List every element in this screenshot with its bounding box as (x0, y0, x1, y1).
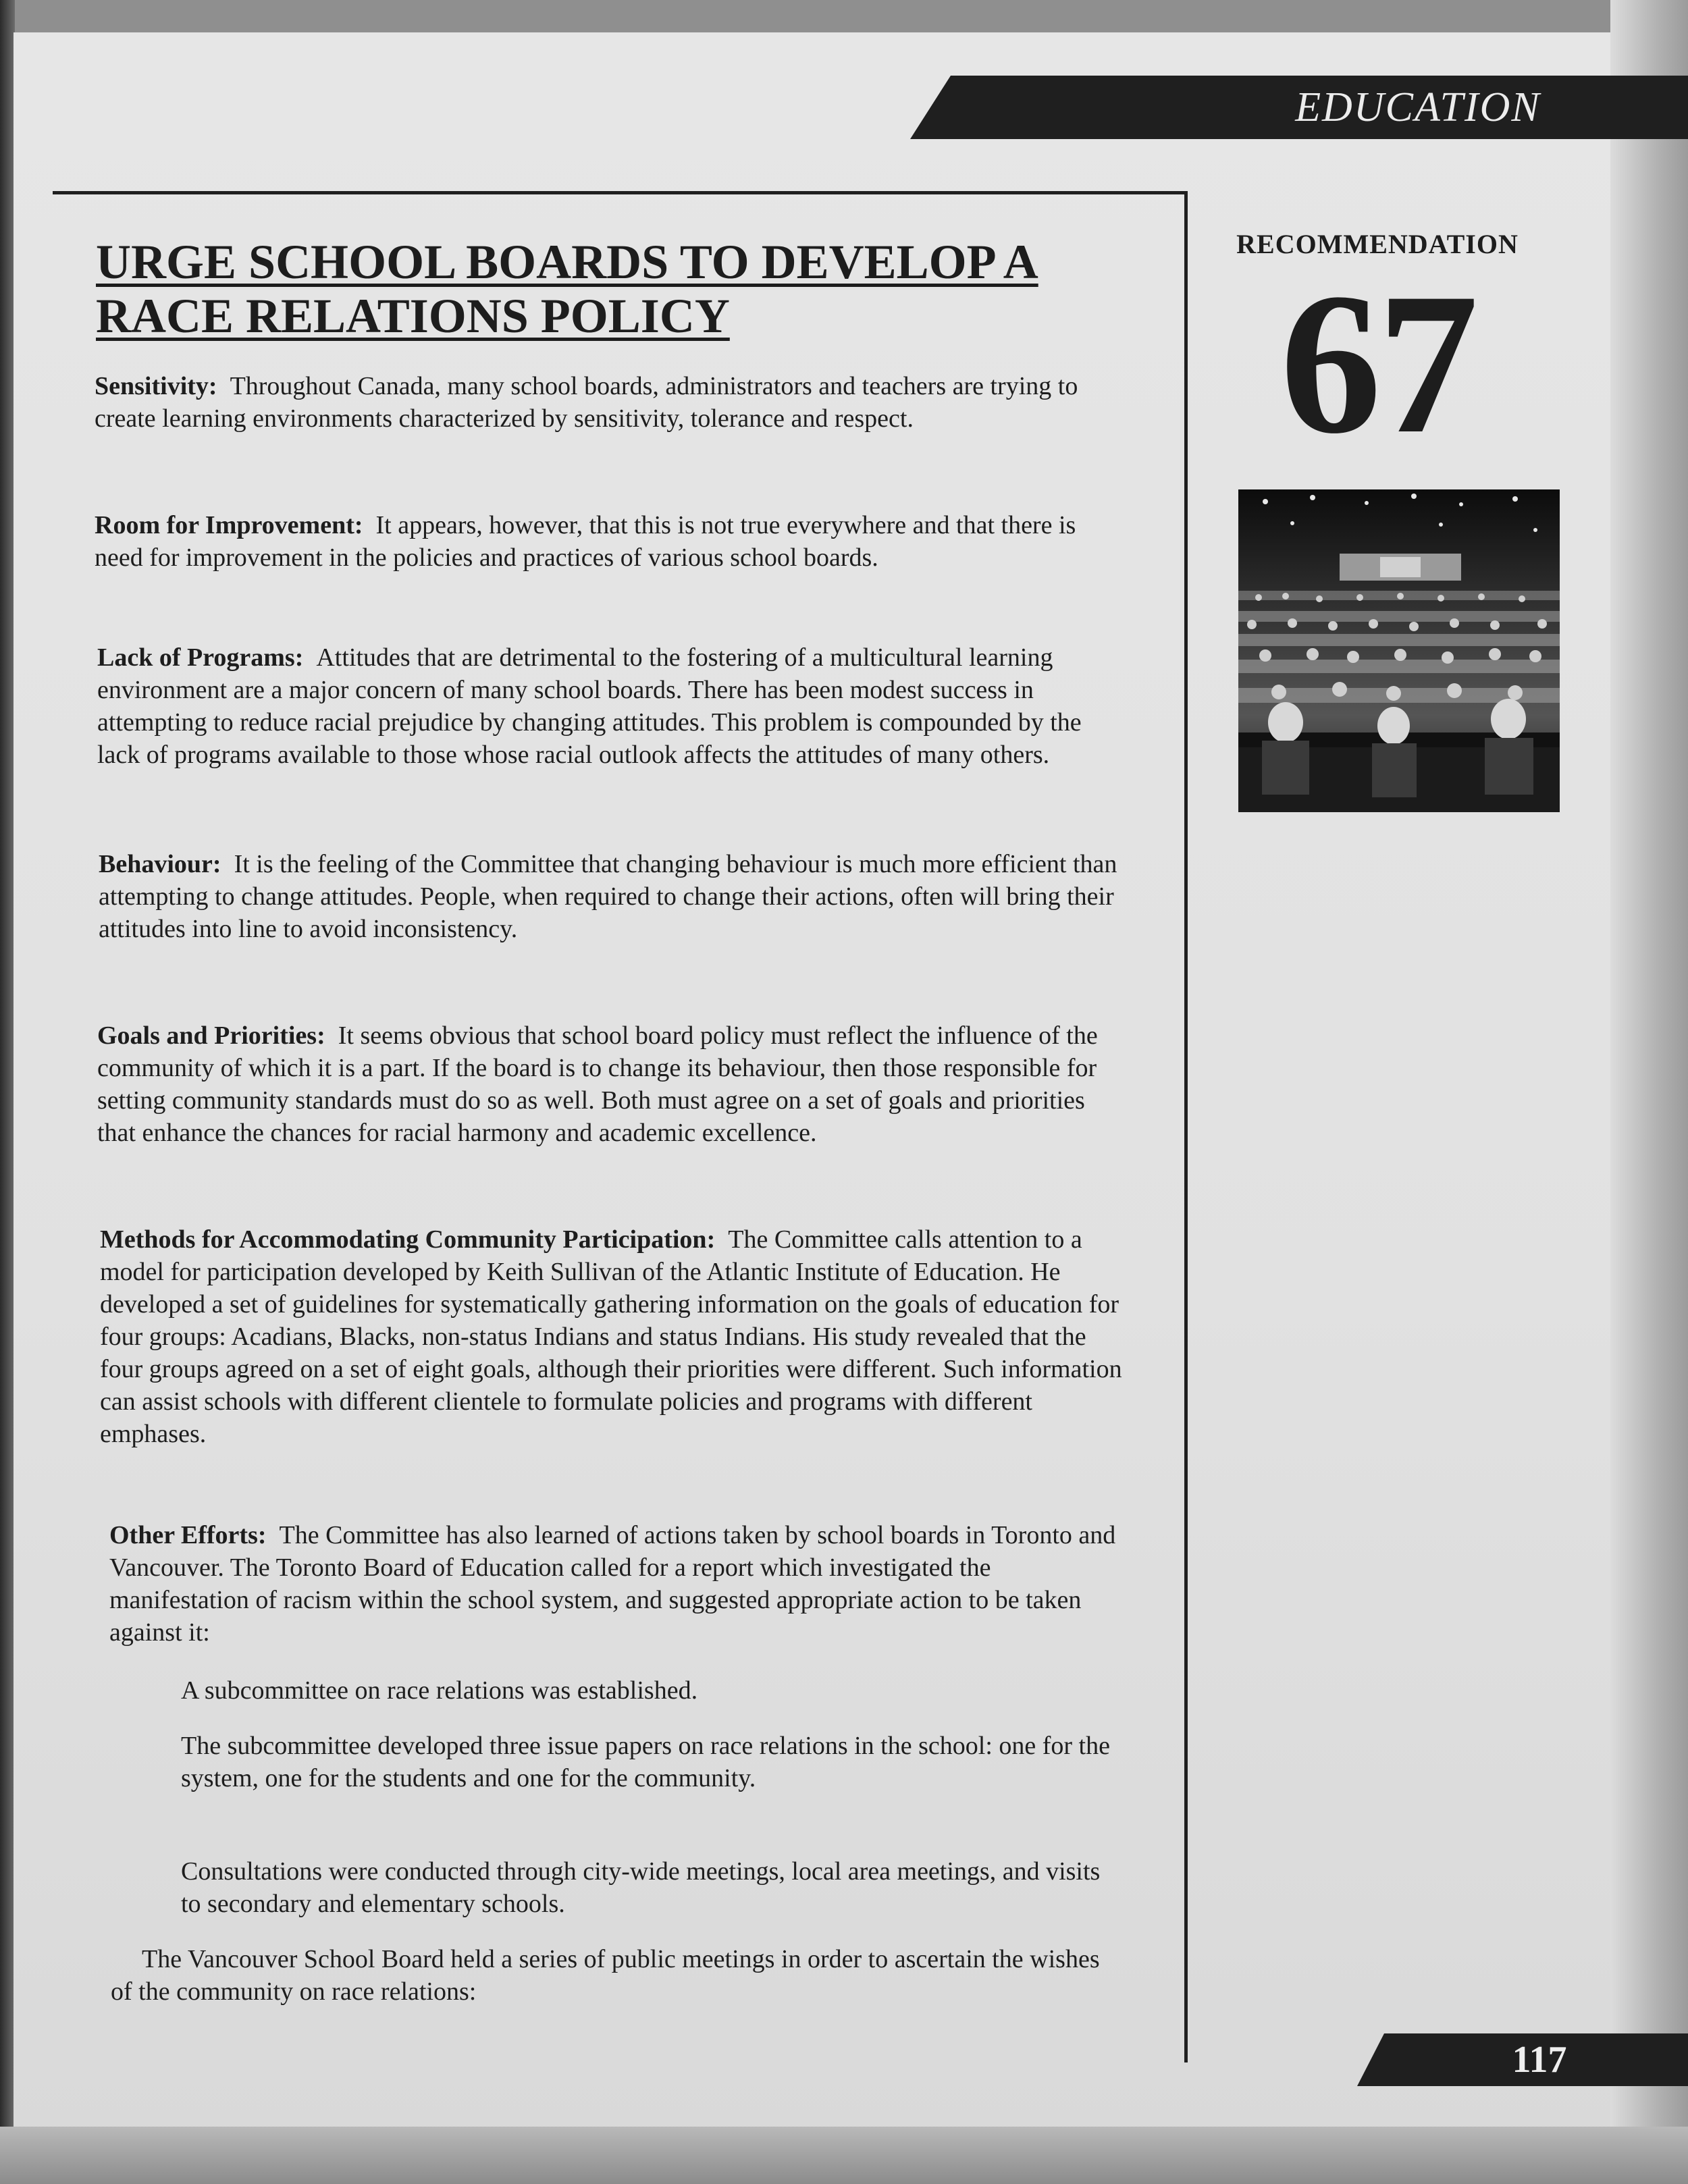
list-item: Consultations were conducted through city-wide meetings, local area meetings, and visits to secondary and elementary schools. (181, 1857, 1101, 1918)
page-bottom-shadow (0, 2127, 1688, 2184)
recommendation-label: RECOMMENDATION (1236, 229, 1519, 259)
article-title-text: URGE SCHOOL BOARDS TO DEVELOP A RACE RELATIONS POLICY (96, 235, 1038, 343)
paragraph-other-efforts (109, 1519, 1136, 1649)
paragraph-behaviour (99, 848, 1125, 945)
list-item: A subcommittee on race relations was established. (181, 1676, 698, 1705)
article-title (96, 235, 1109, 343)
meeting-photo (1238, 489, 1560, 812)
paragraph-text: It appears, however, that this is not true everywhere and that there is need for improvement in the policies and practices of various school boards. (95, 511, 1076, 572)
paragraph-lead: Behaviour: (99, 850, 221, 878)
list-item: The subcommittee developed three issue papers on race relations in the school: one for the system, one for the students and one for the community. (181, 1732, 1110, 1792)
paragraph-room-for-improvement (95, 509, 1121, 574)
paragraph-text: The Committee calls attention to a model for participation developed by Keith Sullivan of the Atlantic Institute of Education. He developed a set of guidelines for systematically gathering information on the goals of education for four groups: Acadians, Blacks, non-status Indians and status Indians. His study revealed that the four groups agreed on a set of eight goals, although their priorities were different. Such information can assist schools with different clientele to formulate policies and programs with different emphases. (100, 1225, 1122, 1448)
recommendation-number: 67 (1280, 251, 1475, 475)
paragraph-community-participation (100, 1223, 1126, 1450)
page-edge-shadow (1610, 0, 1688, 2184)
audience-hall-image (1238, 489, 1560, 812)
paragraph-goals-and-priorities (97, 1019, 1124, 1149)
article-frame-right (1184, 192, 1188, 2062)
paragraph-text: Throughout Canada, many school boards, administrators and teachers are trying to create learning environments characterized by sensitivity, tolerance and respect. (95, 372, 1078, 433)
paragraph-text: It is the feeling of the Committee that changing behaviour is much more efficient than attempting to change attitudes. People, when required to change their actions, often will bring their attitudes into line to avoid inconsistency. (99, 850, 1117, 943)
section-banner-label: EDUCATION (1295, 84, 1541, 130)
paragraph-closing: The Vancouver School Board held a series of public meetings in order to ascertain the wishes of the community on race relations: (111, 1945, 1100, 2006)
paragraph-lead: Lack of Programs: (97, 643, 304, 672)
paragraph-text: It seems obvious that school board policy must reflect the influence of the community of which it is a part. If the board is to change its behaviour, then those responsible for setting community standards must do so as well. Both must agree on a set of goals and priorities that enhance the chances for racial harmony and academic excellence. (97, 1021, 1098, 1147)
paragraph-lead: Methods for Accommodating Community Participation: (100, 1225, 716, 1254)
paragraph-lead: Sensitivity: (95, 372, 217, 400)
paragraph-lack-of-programs (97, 641, 1124, 771)
paragraph-text: Attitudes that are detrimental to the fostering of a multicultural learning environment are a major concern of many school boards. There has been modest success in attempting to reduce racial prejudice by changing attitudes. This problem is compounded by the lack of programs available to those whose racial outlook affects the attitudes of many others. (97, 643, 1082, 769)
paragraph-lead: Goals and Priorities: (97, 1021, 325, 1050)
paragraph-lead: Room for Improvement: (95, 511, 363, 539)
paragraph-lead: Other Efforts: (109, 1521, 267, 1549)
page-number: 117 (1512, 2039, 1567, 2081)
article-frame-top (53, 191, 1168, 194)
paragraph-text: The Committee has also learned of actions taken by school boards in Toronto and Vancouver. The Toronto Board of Education called for a report which investigated the manifestation of racism within the school system, and suggested appropriate action to be taken against it: (109, 1521, 1116, 1647)
book-spine (0, 0, 15, 2184)
paragraph-sensitivity (95, 370, 1121, 435)
